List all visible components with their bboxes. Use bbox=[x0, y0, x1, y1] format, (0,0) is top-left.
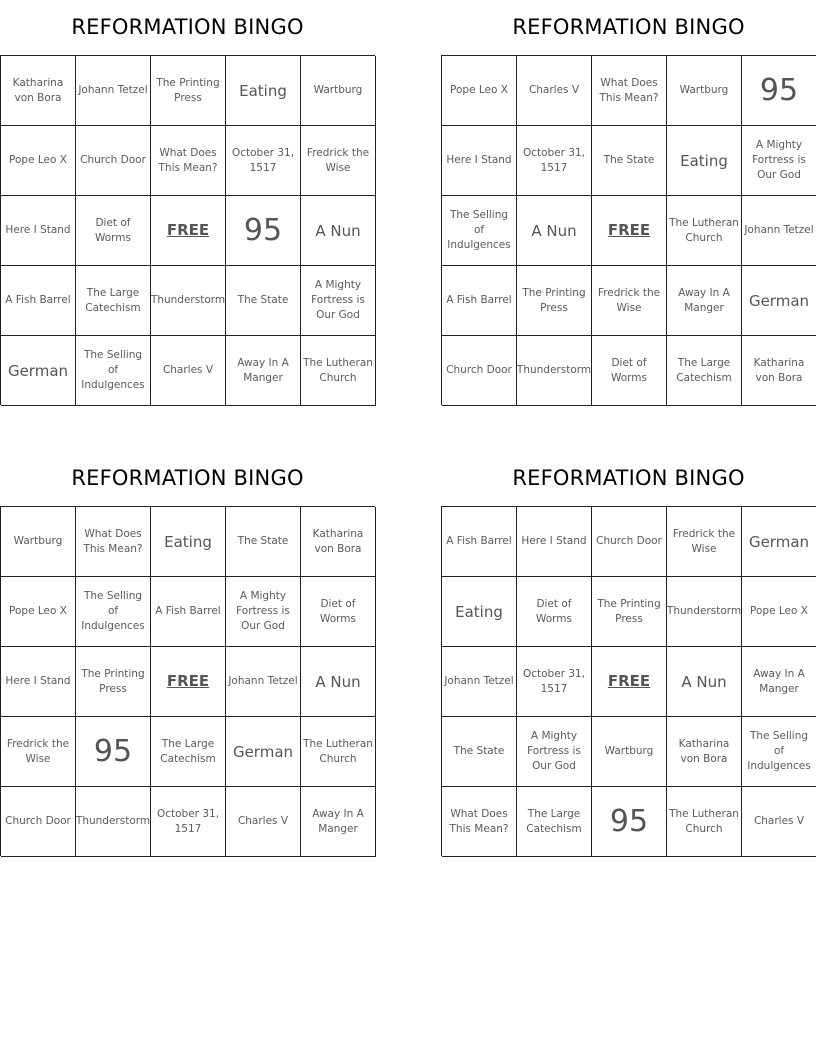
bingo-cell: The Large Catechism bbox=[667, 336, 742, 406]
bingo-cell: Charles V bbox=[517, 56, 592, 126]
bingo-cell: The Lutheran Church bbox=[667, 787, 742, 857]
free-space-cell: FREE bbox=[592, 196, 667, 266]
bingo-cell: The Printing Press bbox=[517, 266, 592, 336]
bingo-cell: German bbox=[742, 507, 816, 577]
bingo-cell: Johann Tetzel bbox=[742, 196, 816, 266]
bingo-cell: A Fish Barrel bbox=[151, 577, 226, 647]
bingo-cell: German bbox=[1, 336, 76, 406]
card-title: REFORMATION BINGO bbox=[512, 466, 745, 490]
free-space-cell: FREE bbox=[151, 647, 226, 717]
bingo-cell: Here I Stand bbox=[1, 196, 76, 266]
bingo-cell: Thunderstorm bbox=[151, 266, 226, 336]
bingo-cell: Charles V bbox=[226, 787, 301, 857]
bingo-cell: October 31, 1517 bbox=[226, 126, 301, 196]
bingo-cell: Away In A Manger bbox=[667, 266, 742, 336]
bingo-cell: Pope Leo X bbox=[1, 126, 76, 196]
bingo-cell: The Selling of Indulgences bbox=[742, 717, 816, 787]
bingo-cell: The Lutheran Church bbox=[301, 336, 376, 406]
bingo-cell: The Lutheran Church bbox=[301, 717, 376, 787]
bingo-cell: October 31, 1517 bbox=[517, 647, 592, 717]
bingo-cell: Katharina von Bora bbox=[742, 336, 816, 406]
bingo-cell: A Mighty Fortress is Our God bbox=[517, 717, 592, 787]
bingo-cell: A Nun bbox=[517, 196, 592, 266]
bingo-cell: Here I Stand bbox=[517, 507, 592, 577]
bingo-cell: 95 bbox=[76, 717, 151, 787]
bingo-cell: Wartburg bbox=[1, 507, 76, 577]
bingo-cell: The State bbox=[226, 507, 301, 577]
bingo-card-4 bbox=[441, 451, 816, 856]
bingo-cell: The Printing Press bbox=[592, 577, 667, 647]
bingo-cell: A Nun bbox=[667, 647, 742, 717]
bingo-cell: Eating bbox=[151, 507, 226, 577]
bingo-cell: A Fish Barrel bbox=[442, 507, 517, 577]
bingo-cell: October 31, 1517 bbox=[517, 126, 592, 196]
bingo-cell: 95 bbox=[226, 196, 301, 266]
bingo-cell: Fredrick the Wise bbox=[301, 126, 376, 196]
bingo-grid bbox=[0, 55, 375, 405]
bingo-cell: A Mighty Fortress is Our God bbox=[226, 577, 301, 647]
bingo-cell: Diet of Worms bbox=[301, 577, 376, 647]
bingo-cell: The Lutheran Church bbox=[667, 196, 742, 266]
bingo-cell: Pope Leo X bbox=[442, 56, 517, 126]
bingo-grid bbox=[441, 506, 816, 856]
bingo-cell: Diet of Worms bbox=[517, 577, 592, 647]
bingo-grid bbox=[0, 506, 375, 856]
bingo-cell: What Does This Mean? bbox=[76, 507, 151, 577]
bingo-cell: Away In A Manger bbox=[742, 647, 816, 717]
bingo-cell: Katharina von Bora bbox=[301, 507, 376, 577]
bingo-cell: 95 bbox=[742, 56, 816, 126]
bingo-cell: Pope Leo X bbox=[742, 577, 816, 647]
bingo-cell: Diet of Worms bbox=[76, 196, 151, 266]
bingo-cell: 95 bbox=[592, 787, 667, 857]
bingo-cell: German bbox=[742, 266, 816, 336]
bingo-cell: The State bbox=[442, 717, 517, 787]
bingo-card-3 bbox=[0, 451, 375, 856]
bingo-cell: Thunderstorm bbox=[667, 577, 742, 647]
bingo-cell: A Nun bbox=[301, 647, 376, 717]
bingo-cell: Johann Tetzel bbox=[442, 647, 517, 717]
bingo-cell: The Large Catechism bbox=[517, 787, 592, 857]
bingo-cell: The Selling of Indulgences bbox=[76, 336, 151, 406]
bingo-cell: Katharina von Bora bbox=[667, 717, 742, 787]
bingo-cell: Eating bbox=[226, 56, 301, 126]
bingo-cell: What Does This Mean? bbox=[442, 787, 517, 857]
card-title: REFORMATION BINGO bbox=[71, 15, 304, 39]
card-title: REFORMATION BINGO bbox=[71, 466, 304, 490]
bingo-cell: Eating bbox=[442, 577, 517, 647]
bingo-cell: The Printing Press bbox=[76, 647, 151, 717]
bingo-cell: Fredrick the Wise bbox=[592, 266, 667, 336]
bingo-cell: The Large Catechism bbox=[76, 266, 151, 336]
bingo-card-2 bbox=[441, 0, 816, 405]
bingo-grid bbox=[441, 55, 816, 405]
bingo-cell: Fredrick the Wise bbox=[667, 507, 742, 577]
bingo-cell: Thunderstorm bbox=[76, 787, 151, 857]
free-space-cell: FREE bbox=[592, 647, 667, 717]
bingo-cell: The Selling of Indulgences bbox=[76, 577, 151, 647]
bingo-cell: Johann Tetzel bbox=[76, 56, 151, 126]
bingo-cell: Church Door bbox=[1, 787, 76, 857]
bingo-cell: Eating bbox=[667, 126, 742, 196]
bingo-cell: Here I Stand bbox=[442, 126, 517, 196]
bingo-cell: Church Door bbox=[442, 336, 517, 406]
bingo-cell: A Nun bbox=[301, 196, 376, 266]
bingo-cell: The State bbox=[226, 266, 301, 336]
bingo-cell: The State bbox=[592, 126, 667, 196]
bingo-cell: October 31, 1517 bbox=[151, 787, 226, 857]
bingo-cell: Here I Stand bbox=[1, 647, 76, 717]
bingo-cell: Katharina von Bora bbox=[1, 56, 76, 126]
bingo-cell: Pope Leo X bbox=[1, 577, 76, 647]
bingo-cell: A Fish Barrel bbox=[442, 266, 517, 336]
bingo-cell: Wartburg bbox=[301, 56, 376, 126]
bingo-card-1 bbox=[0, 0, 375, 405]
bingo-cell: A Mighty Fortress is Our God bbox=[301, 266, 376, 336]
bingo-cell: Charles V bbox=[151, 336, 226, 406]
bingo-cell: Fredrick the Wise bbox=[1, 717, 76, 787]
card-title: REFORMATION BINGO bbox=[512, 15, 745, 39]
bingo-cell: Diet of Worms bbox=[592, 336, 667, 406]
bingo-cell: German bbox=[226, 717, 301, 787]
bingo-cell: Church Door bbox=[76, 126, 151, 196]
bingo-cell: Wartburg bbox=[667, 56, 742, 126]
bingo-cell: The Printing Press bbox=[151, 56, 226, 126]
bingo-cell: A Fish Barrel bbox=[1, 266, 76, 336]
bingo-cell: Johann Tetzel bbox=[226, 647, 301, 717]
bingo-cell: Charles V bbox=[742, 787, 816, 857]
bingo-cell: What Does This Mean? bbox=[151, 126, 226, 196]
free-space-cell: FREE bbox=[151, 196, 226, 266]
bingo-cell: Church Door bbox=[592, 507, 667, 577]
bingo-cell: The Large Catechism bbox=[151, 717, 226, 787]
bingo-cell: The Selling of Indulgences bbox=[442, 196, 517, 266]
bingo-cell: What Does This Mean? bbox=[592, 56, 667, 126]
bingo-cell: Wartburg bbox=[592, 717, 667, 787]
bingo-cell: Away In A Manger bbox=[301, 787, 376, 857]
bingo-cell: Thunderstorm bbox=[517, 336, 592, 406]
bingo-cell: Away In A Manger bbox=[226, 336, 301, 406]
bingo-cell: A Mighty Fortress is Our God bbox=[742, 126, 816, 196]
